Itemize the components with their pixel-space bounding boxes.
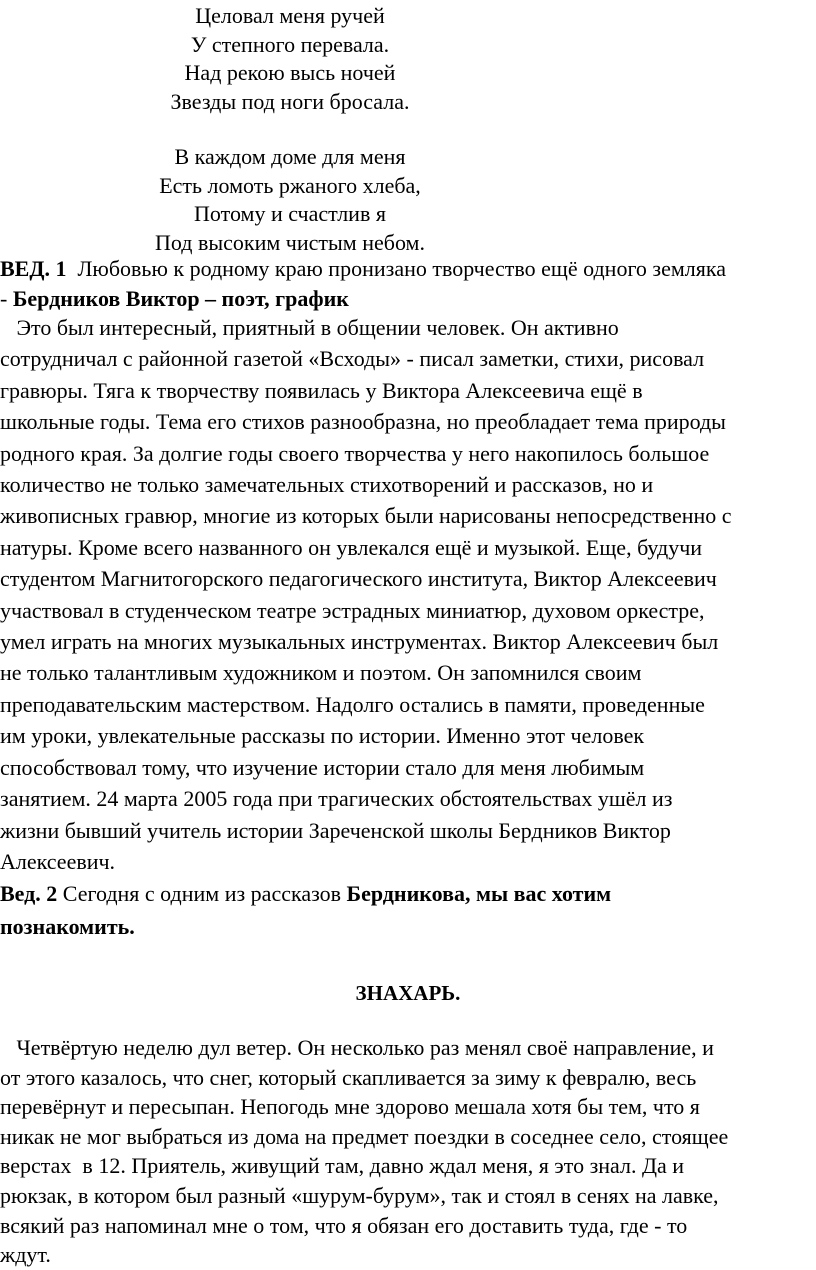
text-line: преподавательским мастерством. Надолго остались в памяти, проведенные — [0, 691, 705, 717]
text-line: им уроки, увлекательные рассказы по истории. Именно этот человек — [0, 723, 645, 749]
text-line: натуры. Кроме всего названного он увлекался ещё и музыкой. Еще, будучи — [0, 534, 703, 560]
text-line: Четвёртую неделю дул ветер. Он несколько раз менял своё направление, и — [0, 1035, 714, 1060]
text-line: способствовал тому, что изучение истории стало для меня любимым — [0, 754, 645, 780]
paragraph-1 — [0, 312, 816, 877]
poem-line: Над рекою высь ночей — [184, 60, 396, 85]
poem-line: Целовал меня ручей — [195, 3, 385, 28]
text-line: участвовал в студенческом театре эстрадных миниатюр, духовом оркестре, — [0, 597, 705, 623]
poem-line: Потому и счастлив я — [194, 201, 386, 226]
text-line: никак не мог выбраться из дома на предмет поездки в соседнее село, стоящее — [0, 1123, 729, 1149]
text-line: умел играть на многих музыкальных инструментах. Виктор Алексеевич был — [0, 629, 719, 655]
text-line: гравюры. Тяга к творчеству появилась у Виктора Алексеевича ещё в — [0, 377, 643, 403]
text-line: школьные годы. Тема его стихов разнообразна, но преобладает тема природы — [0, 409, 726, 435]
speaker-label: Вед. 2 — [0, 881, 58, 906]
ved1-line — [0, 256, 726, 282]
poem-line: В каждом доме для меня — [174, 144, 406, 169]
poem-line: Звезды под ноги бросала. — [170, 88, 410, 114]
ved2-bold-text: Бердникова, мы вас хотим — [346, 881, 612, 906]
ved2-text: Сегодня с одним из рассказов — [57, 881, 347, 906]
text-line: количество не только замечательных стихотворений и рассказов, но и — [0, 472, 654, 498]
text-line: верстах в 12. Приятель, живущий там, давно ждал меня, я это знал. Да и — [0, 1153, 685, 1179]
text-line: родного края. За долгие годы своего творчества у него накопилось большое — [0, 440, 710, 466]
poem-stanza-2 — [0, 143, 580, 257]
ved2-line — [0, 881, 611, 907]
author-name: Бердников Виктор – поэт, график — [12, 286, 349, 311]
text-line: Алексеевич. — [0, 848, 116, 874]
poem-line: Под высоким чистым небом. — [155, 229, 425, 255]
text-line: перевёрнут и пересыпан. Непогодь мне здорово мешала хотя бы тем, что я — [0, 1094, 700, 1120]
text-line: от этого казалось, что снег, который скапливается за зиму к февралю, весь — [0, 1064, 697, 1090]
text-line: ждут. — [0, 1242, 51, 1268]
speaker-label: ВЕД. 1 — [0, 256, 67, 281]
poem-line: У степного перевала. — [190, 31, 390, 57]
text-line: живописных гравюр, многие из которых были нарисованы непосредственно с — [0, 503, 732, 529]
story-text — [0, 1033, 816, 1270]
text-line: студентом Магнитогорского педагогического института, Виктор Алексеевич — [0, 566, 717, 592]
text-line: Это был интересный, приятный в общении человек. Он активно — [0, 315, 619, 340]
poem-line: Есть ломоть ржаного хлеба, — [159, 172, 421, 198]
ved1-text: Любовью к родному краю пронизано творчество ещё одного земляка — [77, 256, 727, 281]
poem-stanza-1 — [0, 2, 580, 116]
text-line: занятием. 24 марта 2005 года при трагических обстоятельствах ушёл из — [0, 786, 673, 812]
text-line: не только талантливым художником и поэтом. Он запомнился своим — [0, 660, 642, 686]
text-line: сотрудничал с районной газетой «Всходы» - писал заметки, стихи, рисовал — [0, 346, 705, 372]
text-line: всякий раз напоминал мне о том, что я обязан его доставить туда, где - то — [0, 1212, 688, 1238]
text-line: рюкзак, в котором был разный «шурум-бурум», так и стоял в сенях на лавке, — [0, 1182, 719, 1208]
ved1-name-line: - Бердников Виктор – поэт, график — [0, 286, 349, 311]
story-title: ЗНАХАРЬ. — [355, 981, 461, 1005]
text-line: жизни бывший учитель истории Зареченской школы Бердников Виктор — [0, 817, 671, 843]
ved2-line-2: познакомить. — [0, 914, 135, 939]
